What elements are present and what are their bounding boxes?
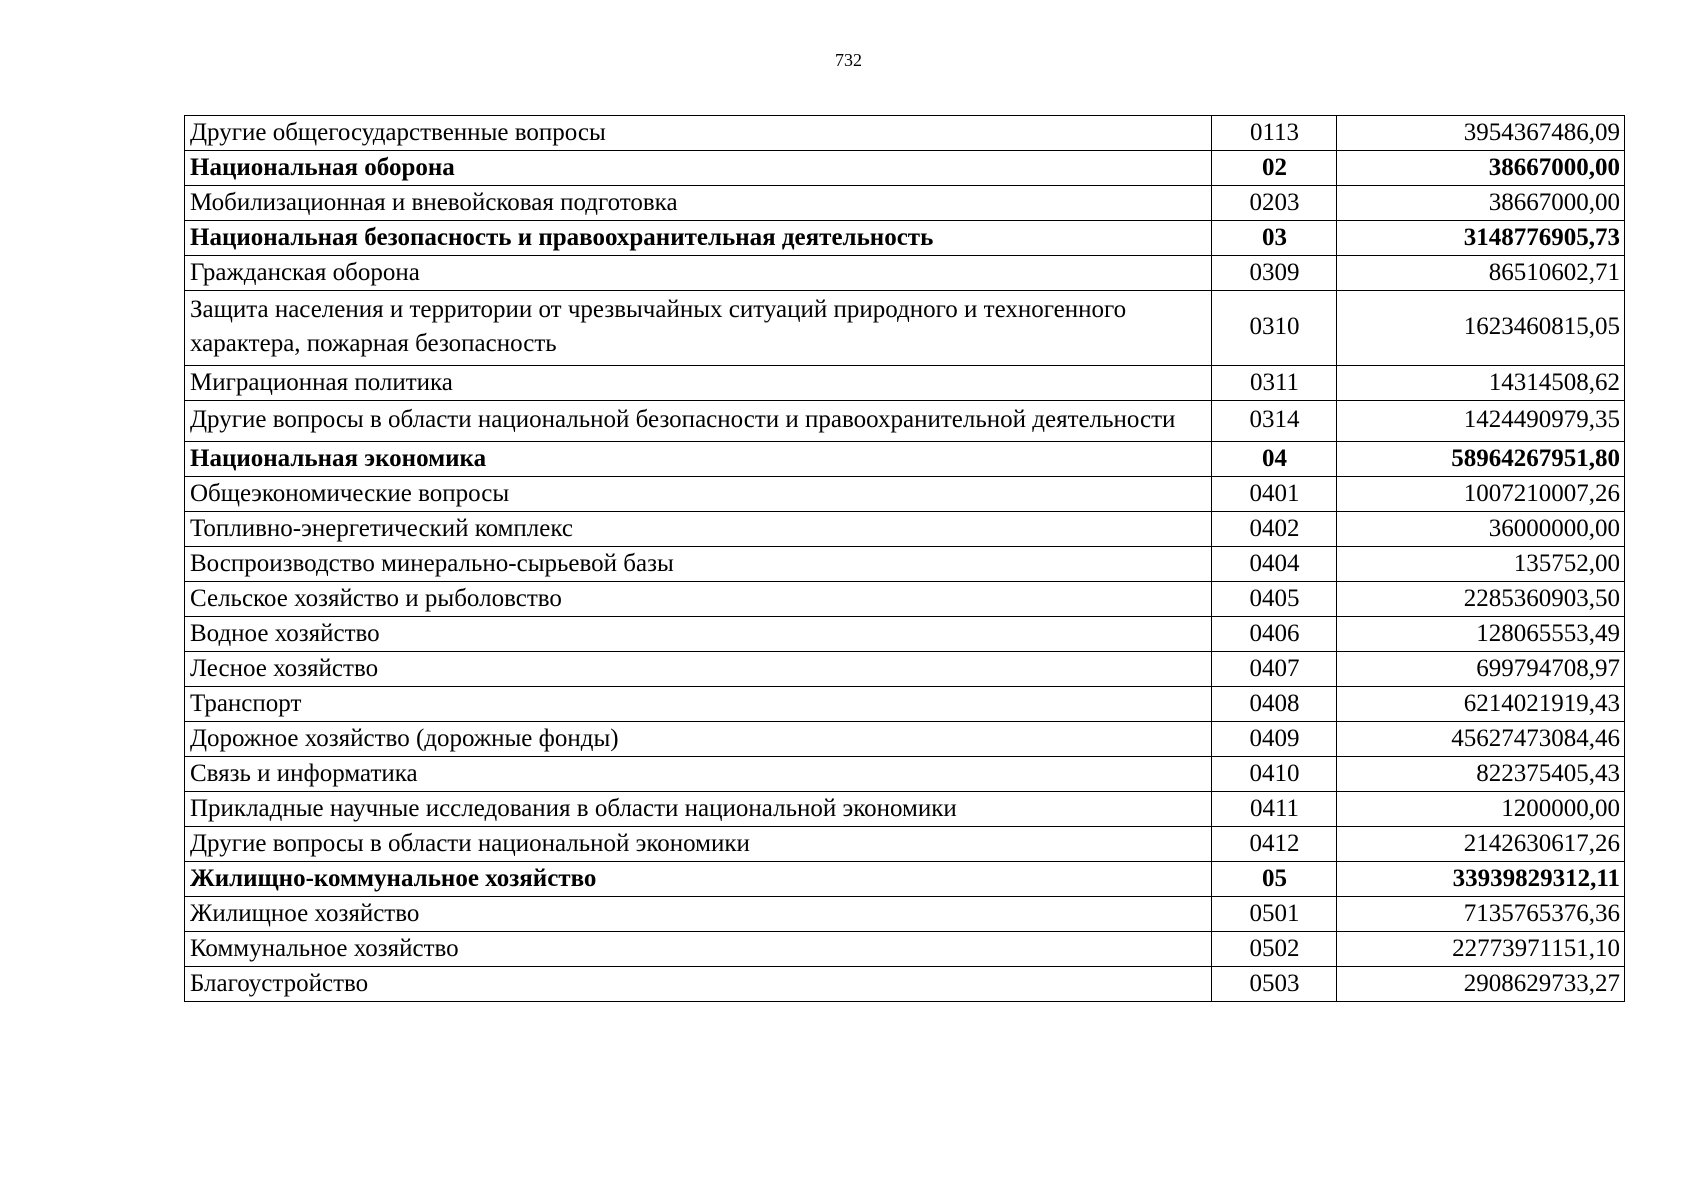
section-row — [185, 442, 1625, 477]
row-code: 0402 — [1212, 512, 1337, 547]
page-number: 732 — [835, 50, 862, 70]
table-row — [185, 827, 1625, 862]
row-amount: 128065553,49 — [1337, 617, 1625, 652]
row-name: Благоустройство — [185, 967, 1212, 1002]
row-name: Другие общегосударственные вопросы — [185, 116, 1212, 151]
row-amount: 38667000,00 — [1337, 186, 1625, 221]
table-row — [185, 256, 1625, 291]
row-code: 0314 — [1212, 401, 1337, 442]
section-row — [185, 221, 1625, 256]
row-code: 0310 — [1212, 291, 1337, 366]
row-amount: 699794708,97 — [1337, 652, 1625, 687]
row-name: Миграционная политика — [185, 366, 1212, 401]
section-amount: 58964267951,80 — [1337, 442, 1625, 477]
row-amount: 1623460815,05 — [1337, 291, 1625, 366]
row-code: 0408 — [1212, 687, 1337, 722]
row-amount: 22773971151,10 — [1337, 932, 1625, 967]
row-amount: 822375405,43 — [1337, 757, 1625, 792]
row-code: 0407 — [1212, 652, 1337, 687]
section-amount: 3148776905,73 — [1337, 221, 1625, 256]
row-name: Транспорт — [185, 687, 1212, 722]
row-code: 0502 — [1212, 932, 1337, 967]
table-row — [185, 186, 1625, 221]
row-code: 0409 — [1212, 722, 1337, 757]
section-name: Национальная оборона — [185, 151, 1212, 186]
table-row — [185, 897, 1625, 932]
row-code: 0203 — [1212, 186, 1337, 221]
table-row — [185, 652, 1625, 687]
row-code: 0503 — [1212, 967, 1337, 1002]
table-row — [185, 967, 1625, 1002]
section-name: Национальная экономика — [185, 442, 1212, 477]
row-amount: 3954367486,09 — [1337, 116, 1625, 151]
table-row — [185, 547, 1625, 582]
row-code: 0405 — [1212, 582, 1337, 617]
row-code: 0311 — [1212, 366, 1337, 401]
row-amount: 1424490979,35 — [1337, 401, 1625, 442]
row-name: Защита населения и территории от чрезвычайных ситуаций природного и техногенного характера, пожарная безопасность — [185, 291, 1212, 366]
row-code: 0401 — [1212, 477, 1337, 512]
row-name: Водное хозяйство — [185, 617, 1212, 652]
table-row — [185, 792, 1625, 827]
row-code: 0410 — [1212, 757, 1337, 792]
table-row — [185, 291, 1625, 366]
section-name: Национальная безопасность и правоохранительная деятельность — [185, 221, 1212, 256]
row-code: 0113 — [1212, 116, 1337, 151]
row-name: Связь и информатика — [185, 757, 1212, 792]
section-row — [185, 151, 1625, 186]
table-row — [185, 116, 1625, 151]
section-code: 02 — [1212, 151, 1337, 186]
row-amount: 2908629733,27 — [1337, 967, 1625, 1002]
section-amount: 38667000,00 — [1337, 151, 1625, 186]
row-name: Лесное хозяйство — [185, 652, 1212, 687]
row-amount: 2285360903,50 — [1337, 582, 1625, 617]
table-row — [185, 617, 1625, 652]
section-amount: 33939829312,11 — [1337, 862, 1625, 897]
row-name: Топливно-энергетический комплекс — [185, 512, 1212, 547]
row-amount: 2142630617,26 — [1337, 827, 1625, 862]
table-row — [185, 366, 1625, 401]
table-row — [185, 932, 1625, 967]
row-amount: 7135765376,36 — [1337, 897, 1625, 932]
row-name: Жилищное хозяйство — [185, 897, 1212, 932]
row-name: Другие вопросы в области национальной безопасности и правоохранительной деятельности — [185, 401, 1212, 442]
row-name: Коммунальное хозяйство — [185, 932, 1212, 967]
row-amount: 1200000,00 — [1337, 792, 1625, 827]
table-row — [185, 477, 1625, 512]
table-row — [185, 401, 1625, 442]
row-name: Воспроизводство минерально-сырьевой базы — [185, 547, 1212, 582]
row-amount: 45627473084,46 — [1337, 722, 1625, 757]
row-name: Сельское хозяйство и рыболовство — [185, 582, 1212, 617]
row-amount: 135752,00 — [1337, 547, 1625, 582]
row-code: 0501 — [1212, 897, 1337, 932]
row-amount: 36000000,00 — [1337, 512, 1625, 547]
section-code: 04 — [1212, 442, 1337, 477]
row-name: Другие вопросы в области национальной экономики — [185, 827, 1212, 862]
row-name: Прикладные научные исследования в области национальной экономики — [185, 792, 1212, 827]
table-row — [185, 757, 1625, 792]
table-row — [185, 582, 1625, 617]
row-code: 0404 — [1212, 547, 1337, 582]
table-row — [185, 512, 1625, 547]
table-row — [185, 687, 1625, 722]
row-name: Общеэкономические вопросы — [185, 477, 1212, 512]
section-name: Жилищно-коммунальное хозяйство — [185, 862, 1212, 897]
row-name: Дорожное хозяйство (дорожные фонды) — [185, 722, 1212, 757]
row-name: Гражданская оборона — [185, 256, 1212, 291]
section-code: 05 — [1212, 862, 1337, 897]
section-code: 03 — [1212, 221, 1337, 256]
budget-table — [184, 115, 1625, 1002]
row-code: 0309 — [1212, 256, 1337, 291]
row-code: 0406 — [1212, 617, 1337, 652]
row-amount: 86510602,71 — [1337, 256, 1625, 291]
row-code: 0411 — [1212, 792, 1337, 827]
section-row — [185, 862, 1625, 897]
row-name: Мобилизационная и вневойсковая подготовка — [185, 186, 1212, 221]
row-amount: 14314508,62 — [1337, 366, 1625, 401]
table-row — [185, 722, 1625, 757]
row-amount: 6214021919,43 — [1337, 687, 1625, 722]
row-amount: 1007210007,26 — [1337, 477, 1625, 512]
row-code: 0412 — [1212, 827, 1337, 862]
